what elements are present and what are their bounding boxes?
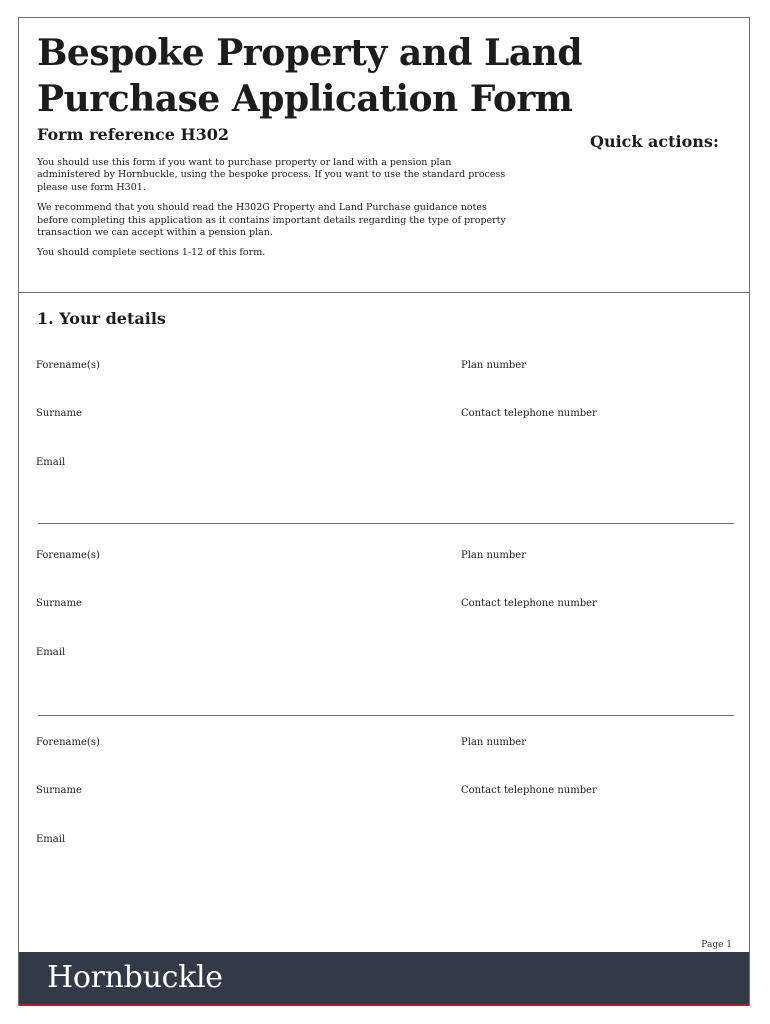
quick-actions-label: Quick actions: (590, 132, 719, 151)
applicant-divider (38, 715, 734, 716)
intro-paragraph: You should complete sections 1-12 of this form. (37, 247, 266, 259)
forename-field-label: Forename(s) (36, 737, 100, 748)
telephone-field-label: Contact telephone number (461, 785, 597, 796)
footer-accent-line (19, 1004, 749, 1006)
surname-field-label: Surname (36, 598, 82, 609)
intro-text (37, 157, 507, 268)
forename-field-label: Forename(s) (36, 550, 100, 561)
applicant-divider (38, 523, 734, 524)
intro-paragraph: You should use this form if you want to purchase property or land with a pension plan administered by Hornbuckle, using the bespoke process. If you want to use the standard process please use form H301. (37, 157, 506, 193)
forename-field-label: Forename(s) (36, 360, 100, 371)
email-field-label: Email (36, 457, 66, 468)
section-divider (19, 292, 749, 293)
email-field-label: Email (36, 647, 66, 658)
surname-field-label: Surname (36, 785, 82, 796)
form-page (18, 17, 750, 1006)
brand-logo: Hornbuckle (47, 960, 223, 995)
intro-paragraph: We recommend that you should read the H302G Property and Land Purchase guidance notes before completing this application as it contains important details regarding the type of property transaction we can accept within a pension plan. (37, 202, 506, 239)
page-title: Bespoke Property and Land Purchase Application Form (37, 32, 583, 120)
footer-bar (19, 952, 749, 1006)
page-number: Page 1 (701, 940, 732, 950)
form-reference: Form reference H302 (37, 125, 230, 144)
plan-number-field-label: Plan number (461, 550, 526, 561)
email-field-label: Email (36, 834, 66, 845)
telephone-field-label: Contact telephone number (461, 598, 597, 609)
plan-number-field-label: Plan number (461, 737, 526, 748)
surname-field-label: Surname (36, 408, 82, 419)
section-heading-your-details: 1. Your details (37, 309, 166, 328)
plan-number-field-label: Plan number (461, 360, 526, 371)
telephone-field-label: Contact telephone number (461, 408, 597, 419)
